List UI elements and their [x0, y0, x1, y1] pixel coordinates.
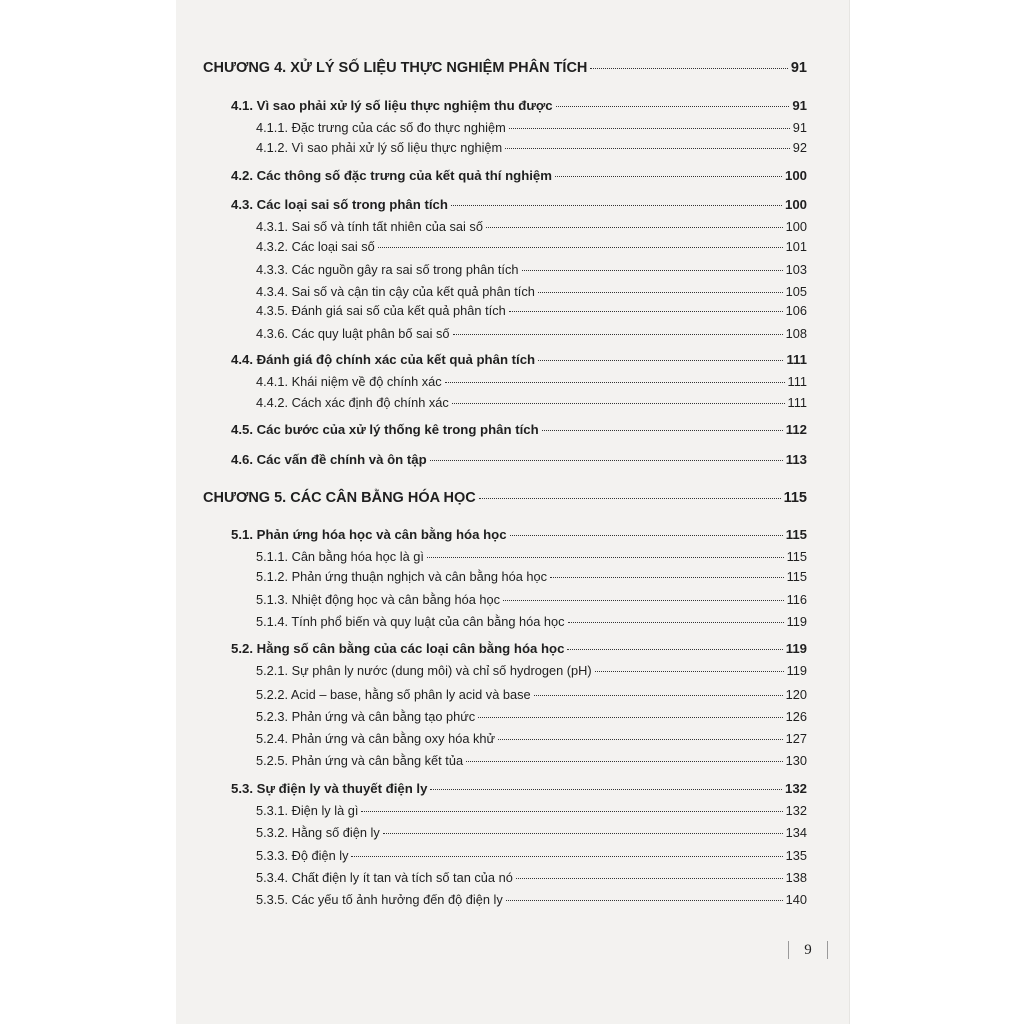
- dot-leader: [351, 856, 782, 857]
- toc-entry-page: 111: [787, 395, 807, 410]
- toc-entry-sub: [256, 663, 807, 678]
- toc-entry-title: 5.1.1. Cân bằng hóa học là gì: [256, 549, 424, 564]
- toc-entry-page: 140: [785, 892, 807, 907]
- dot-leader: [383, 833, 783, 834]
- toc-entry-page: 132: [784, 781, 807, 796]
- page-number: 9: [804, 941, 812, 958]
- toc-entry-title: 5.3.4. Chất điện ly ít tan và tích số tan của nó: [256, 870, 513, 885]
- dot-leader: [430, 460, 783, 461]
- toc-entry-page: 115: [785, 527, 807, 542]
- toc-entry-page: 92: [792, 140, 807, 155]
- toc-entry-sub: [256, 614, 807, 629]
- toc-entry-sub: [256, 687, 807, 702]
- toc-entry-page: 113: [785, 452, 807, 467]
- toc-entry-title: 4.4.1. Khái niệm về độ chính xác: [256, 374, 442, 389]
- dot-leader: [522, 270, 783, 271]
- toc-entry-title: 5.2.5. Phản ứng và cân bằng kết tủa: [256, 753, 464, 768]
- toc-entry-page: 100: [785, 219, 807, 234]
- toc-entry-section: [231, 452, 807, 467]
- toc-entry-sub: [256, 848, 807, 863]
- toc-entry-section: [231, 352, 807, 367]
- book-page: [176, 0, 850, 1024]
- toc-entry-title: 5.3. Sự điện ly và thuyết điện ly: [231, 781, 428, 796]
- toc-entry-page: 115: [786, 549, 807, 564]
- toc-entry-sub: [256, 549, 807, 564]
- toc-entry-page: 111: [787, 374, 807, 389]
- toc-entry-title: 4.1.1. Đặc trưng của các số đo thực nghiệm: [256, 120, 506, 135]
- toc-entry-title: 5.3.5. Các yếu tố ảnh hưởng đến độ điện ly: [256, 892, 503, 907]
- toc-entry-sub: [256, 284, 807, 299]
- toc-entry-title: CHƯƠNG 4. XỬ LÝ SỐ LIỆU THỰC NGHIỆM PHÂN TÍCH: [203, 60, 588, 76]
- toc-entry-title: 4.4. Đánh giá độ chính xác của kết quả phân tích: [231, 352, 536, 367]
- toc-entry-title: 5.3.1. Điện ly là gì: [256, 803, 359, 818]
- toc-entry-section: [231, 641, 807, 656]
- toc-entry-sub: [256, 709, 807, 724]
- toc-entry-page: 127: [785, 731, 807, 746]
- toc-entry-sub: [256, 753, 807, 768]
- dot-leader: [505, 148, 790, 149]
- toc-entry-sub: [256, 120, 807, 135]
- toc-entry-page: 91: [792, 120, 807, 135]
- toc-entry-title: 4.3.2. Các loại sai số: [256, 239, 375, 254]
- toc-entry-sub: [256, 569, 807, 584]
- toc-entry-title: 4.3.6. Các quy luật phân bố sai số: [256, 326, 450, 341]
- toc-entry-sub: [256, 395, 807, 410]
- toc-entry-title: CHƯƠNG 5. CÁC CÂN BẰNG HÓA HỌC: [203, 490, 476, 506]
- toc-entry-section: [231, 168, 807, 183]
- toc-entry-title: 4.5. Các bước của xử lý thống kê trong phân tích: [231, 422, 539, 437]
- toc-entry-page: 126: [785, 709, 807, 724]
- dot-leader: [478, 717, 782, 718]
- toc-entry-title: 4.3.1. Sai số và tính tất nhiên của sai số: [256, 219, 483, 234]
- dot-leader: [542, 430, 783, 431]
- toc-entry-page: 106: [785, 303, 807, 318]
- toc-entry-title: 5.2.2. Acid – base, hằng số phân ly acid và base: [256, 687, 531, 702]
- dot-leader: [378, 247, 783, 248]
- toc-entry-page: 120: [785, 687, 807, 702]
- toc-entry-title: 4.3.4. Sai số và cận tin cậy của kết quả phân tích: [256, 284, 535, 299]
- toc-entry-sub: [256, 892, 807, 907]
- toc-entry-page: 112: [785, 422, 807, 437]
- table-of-contents: [176, 0, 850, 1024]
- toc-entry-title: 5.3.2. Hằng số điện ly: [256, 825, 380, 840]
- toc-entry-title: 4.6. Các vấn đề chính và ôn tập: [231, 452, 427, 467]
- toc-entry-section: [231, 98, 807, 113]
- toc-entry-sub: [256, 374, 807, 389]
- dot-leader: [567, 649, 782, 650]
- toc-entry-page: 105: [785, 284, 807, 299]
- toc-entry-title: 5.2.1. Sự phân ly nước (dung môi) và chỉ số hydrogen (pH): [256, 663, 592, 678]
- dot-leader: [453, 334, 783, 335]
- dot-leader: [516, 878, 783, 879]
- dot-leader: [451, 205, 782, 206]
- dot-leader: [534, 695, 783, 696]
- toc-entry-title: 5.1.2. Phản ứng thuận nghịch và cân bằng hóa học: [256, 569, 548, 584]
- toc-entry-title: 5.2. Hằng số cân bằng của các loại cân bằng hóa học: [231, 641, 565, 656]
- toc-entry-title: 4.2. Các thông số đặc trưng của kết quả thí nghiệm: [231, 168, 552, 183]
- toc-entry-title: 5.1.3. Nhiệt động học và cân bằng hóa học: [256, 592, 501, 607]
- toc-entry-sub: [256, 731, 807, 746]
- toc-entry-page: 119: [786, 663, 807, 678]
- page-number-right-rule: [827, 941, 828, 959]
- toc-entry-title: 5.3.3. Độ điện ly: [256, 848, 349, 863]
- toc-entry-sub: [256, 262, 807, 277]
- toc-entry-page: 115: [783, 490, 807, 506]
- toc-entry-page: 108: [785, 326, 807, 341]
- dot-leader: [538, 292, 783, 293]
- toc-entry-page: 132: [785, 803, 807, 818]
- dot-leader: [430, 789, 782, 790]
- toc-entry-title: 4.1.2. Vì sao phải xử lý số liệu thực nghiệm: [256, 140, 503, 155]
- toc-entry-page: 119: [785, 641, 807, 656]
- dot-leader: [452, 403, 785, 404]
- toc-entry-title: 4.3.5. Đánh giá sai số của kết quả phân tích: [256, 303, 506, 318]
- toc-entry-section: [231, 527, 807, 542]
- dot-leader: [427, 557, 784, 558]
- toc-entry-section: [231, 422, 807, 437]
- toc-entry-sub: [256, 825, 807, 840]
- toc-entry-page: 100: [784, 197, 807, 212]
- dot-leader: [445, 382, 785, 383]
- toc-entry-title: 4.3.3. Các nguồn gây ra sai số trong phân tích: [256, 262, 519, 277]
- toc-entry-title: 5.1.4. Tính phổ biến và quy luật của cân bằng hóa học: [256, 614, 565, 629]
- toc-entry-title: 5.2.3. Phản ứng và cân bằng tạo phức: [256, 709, 476, 724]
- toc-entry-sub: [256, 803, 807, 818]
- toc-entry-title: 4.3. Các loại sai số trong phân tích: [231, 197, 448, 212]
- dot-leader: [361, 811, 782, 812]
- dot-leader: [590, 68, 787, 69]
- toc-entry-page: 116: [786, 592, 807, 607]
- dot-leader: [556, 106, 790, 107]
- dot-leader: [466, 761, 783, 762]
- page-number-left-rule: [788, 941, 789, 959]
- toc-entry-section: [231, 781, 807, 796]
- toc-entry-page: 100: [784, 168, 807, 183]
- dot-leader: [503, 600, 784, 601]
- toc-entry-page: 134: [785, 825, 807, 840]
- dot-leader: [509, 128, 790, 129]
- toc-entry-page: 101: [785, 239, 807, 254]
- toc-entry-page: 111: [786, 352, 807, 367]
- toc-entry-title: 4.4.2. Cách xác định độ chính xác: [256, 395, 449, 410]
- toc-entry-page: 91: [790, 60, 807, 76]
- toc-entry-page: 119: [786, 614, 807, 629]
- dot-leader: [509, 311, 783, 312]
- dot-leader: [510, 535, 783, 536]
- toc-entry-sub: [256, 592, 807, 607]
- toc-entry-chapter: [203, 60, 807, 76]
- toc-entry-title: 5.2.4. Phản ứng và cân bằng oxy hóa khử: [256, 731, 496, 746]
- toc-entry-sub: [256, 326, 807, 341]
- toc-entry-section: [231, 197, 807, 212]
- dot-leader: [479, 498, 781, 499]
- toc-entry-page: 91: [792, 98, 807, 113]
- toc-entry-title: 5.1. Phản ứng hóa học và cân bằng hóa học: [231, 527, 507, 542]
- toc-entry-sub: [256, 303, 807, 318]
- dot-leader: [486, 227, 783, 228]
- toc-entry-sub: [256, 219, 807, 234]
- toc-entry-title: 4.1. Vì sao phải xử lý số liệu thực nghiệm thu được: [231, 98, 553, 113]
- dot-leader: [550, 577, 784, 578]
- dot-leader: [498, 739, 783, 740]
- dot-leader: [506, 900, 783, 901]
- toc-entry-page: 138: [785, 870, 807, 885]
- dot-leader: [568, 622, 784, 623]
- page-number-box: [788, 938, 828, 962]
- toc-entry-sub: [256, 239, 807, 254]
- toc-entry-page: 115: [786, 569, 807, 584]
- toc-entry-sub: [256, 140, 807, 155]
- toc-entry-page: 135: [785, 848, 807, 863]
- toc-entry-page: 103: [785, 262, 807, 277]
- toc-entry-chapter: [203, 490, 807, 506]
- toc-entry-sub: [256, 870, 807, 885]
- dot-leader: [595, 671, 784, 672]
- dot-leader: [555, 176, 782, 177]
- dot-leader: [538, 360, 783, 361]
- toc-entry-page: 130: [785, 753, 807, 768]
